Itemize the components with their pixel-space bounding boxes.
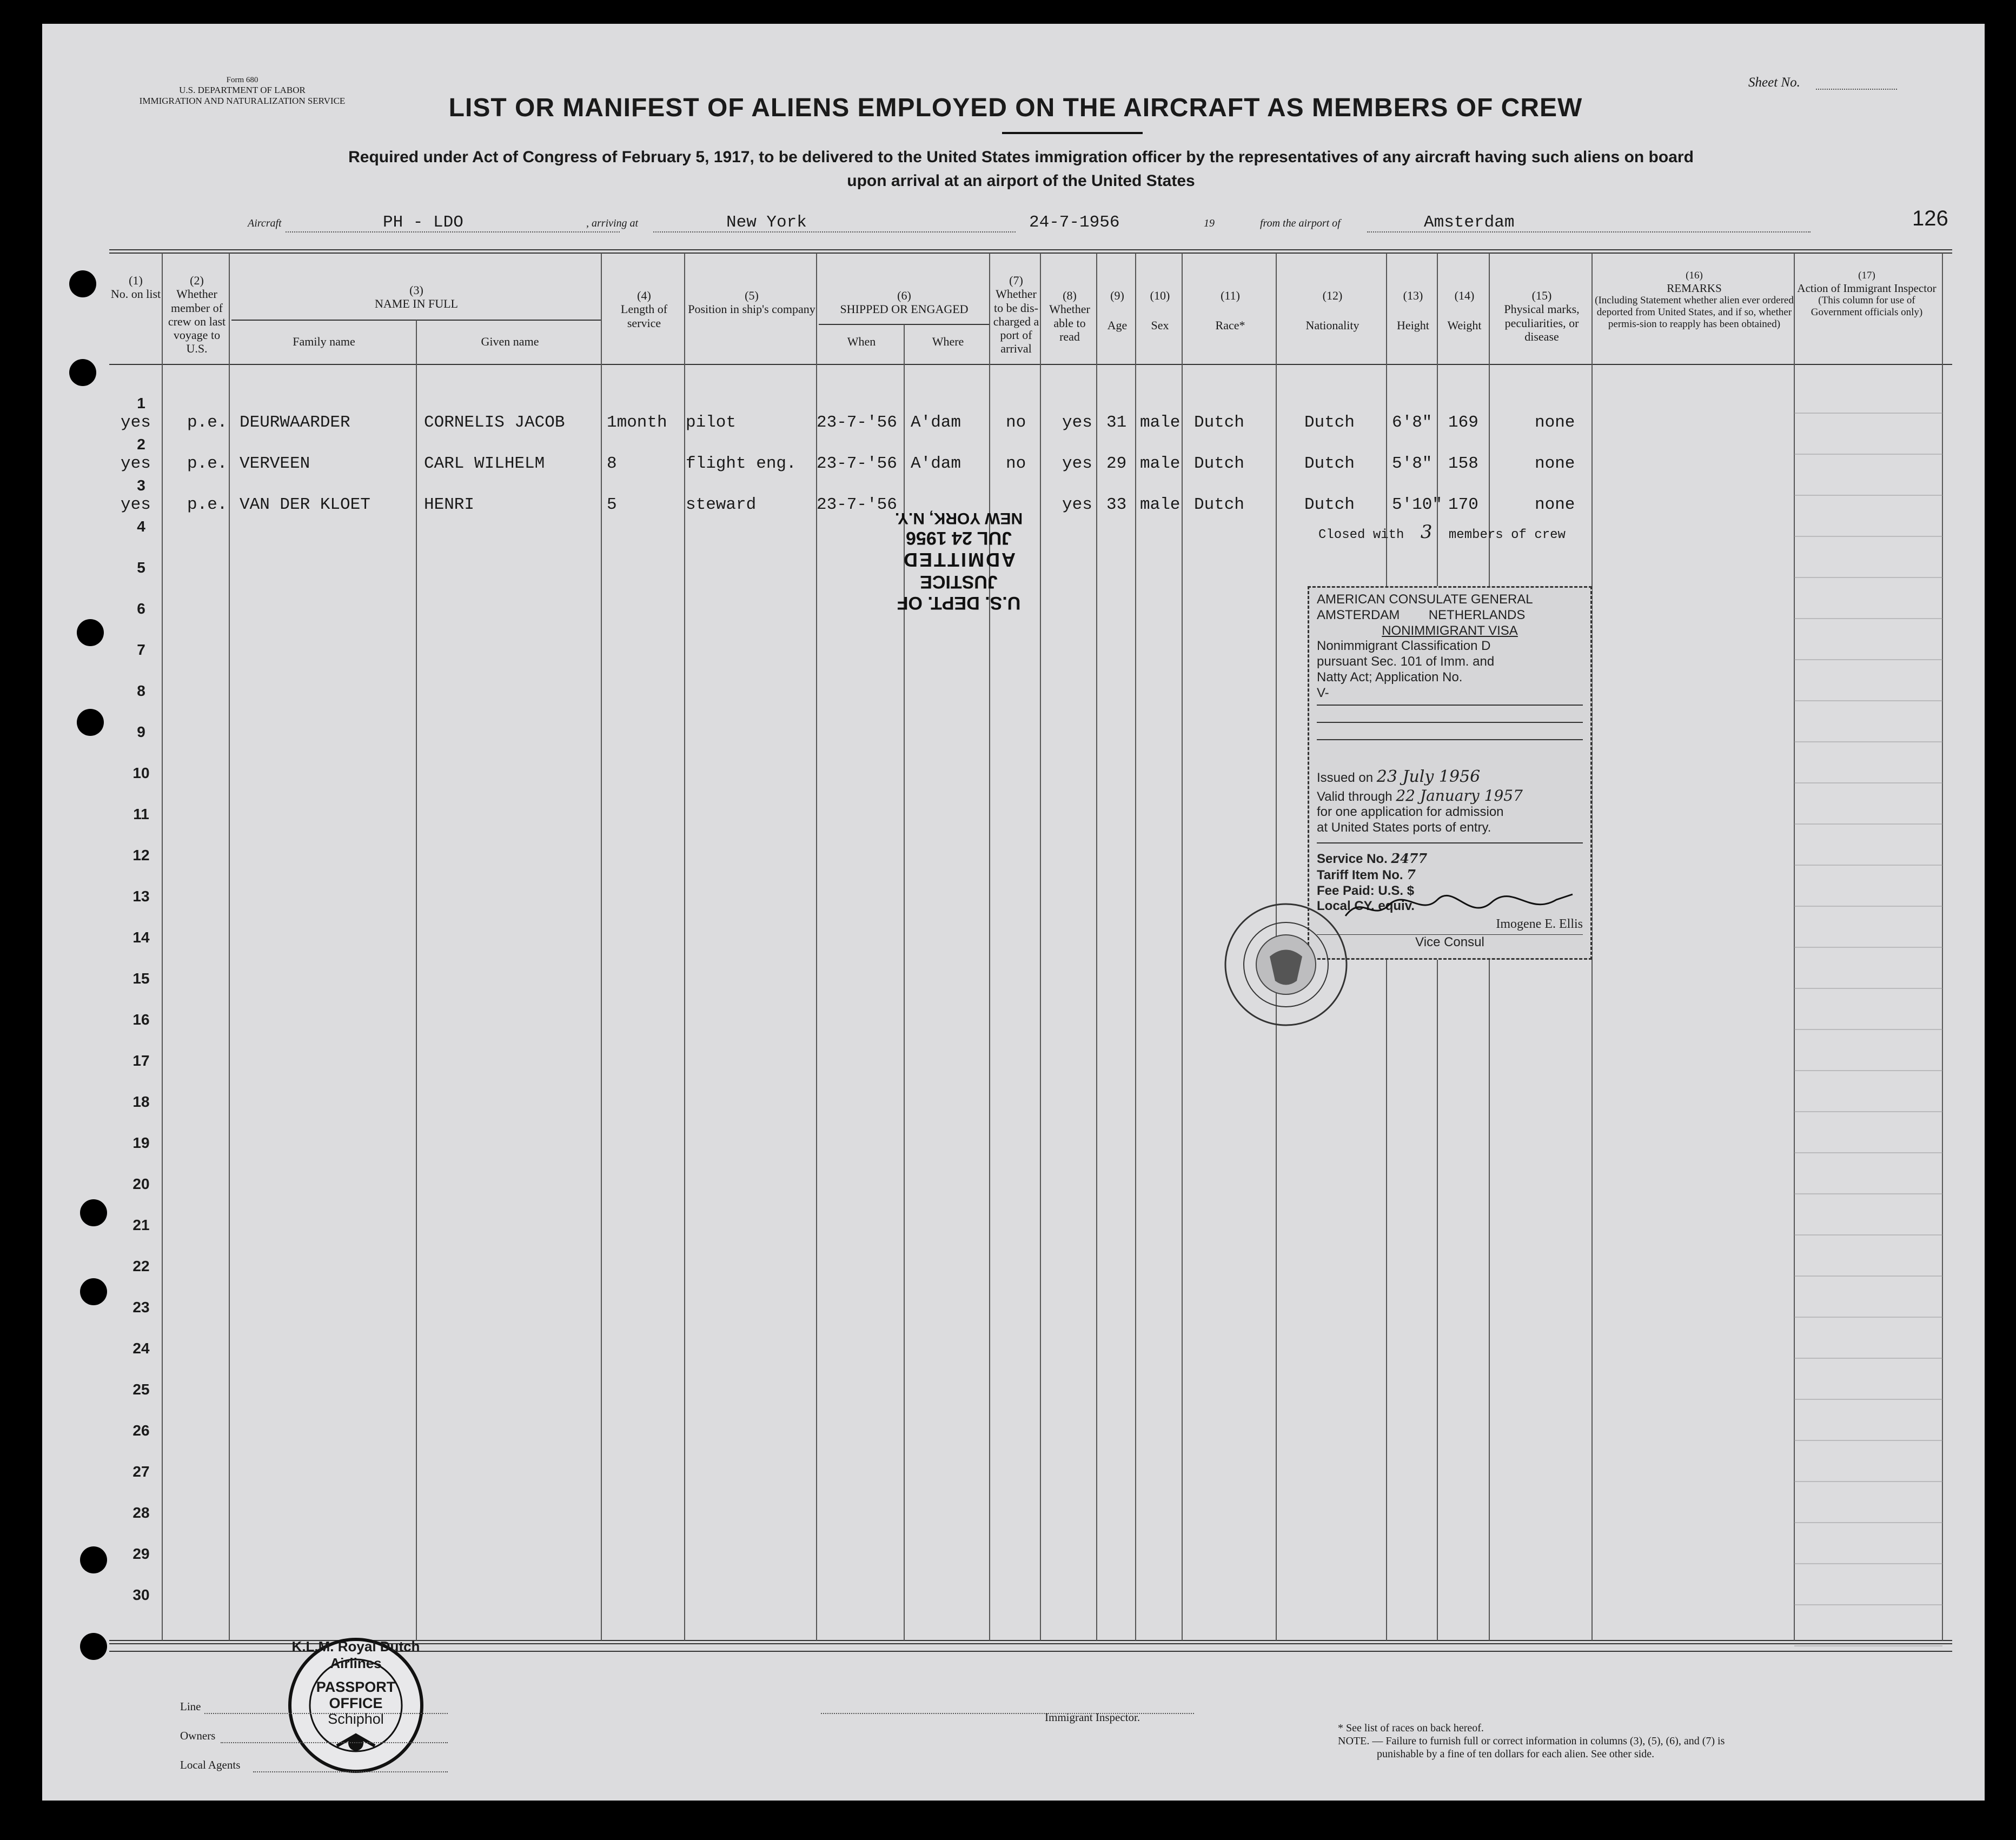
admitted-word: ADMITTED: [902, 549, 1016, 571]
col-num-8: (8): [1063, 289, 1077, 302]
col-num-2: (2): [190, 274, 204, 287]
col-header-nationality: [1278, 289, 1387, 333]
col-num-11: (11): [1221, 289, 1240, 302]
col-label-15: Physical marks, peculiarities, or disease: [1504, 302, 1580, 343]
service-cell: 1month: [607, 413, 667, 432]
row-number: 25: [132, 1381, 150, 1398]
form-number: Form 680: [226, 76, 258, 84]
row-number: 27: [132, 1463, 150, 1480]
row-number: 12: [132, 847, 150, 863]
row-number: 11: [133, 806, 149, 822]
col-header-inspector: [1796, 270, 1937, 318]
visa-line8: for one application for admission: [1317, 805, 1504, 820]
row-number: 9: [137, 723, 145, 740]
footer-note-star: * See list of races on back hereof.: [1338, 1722, 1484, 1734]
punch-hole: [80, 1546, 107, 1573]
visa-tariff-label: Tariff Item No.: [1317, 867, 1403, 882]
visa-service-value: 2477: [1391, 850, 1428, 866]
row-number: 23: [132, 1299, 150, 1316]
punch-hole: [69, 270, 96, 297]
row-number: 22: [132, 1258, 150, 1274]
row-number: 14: [132, 929, 150, 946]
admitted-dept: U.S. DEPT. OF JUSTICE: [897, 572, 1021, 613]
visa-country: NETHERLANDS: [1428, 607, 1526, 622]
visa-fee: Fee Paid: U.S. $: [1317, 883, 1415, 898]
footer-owners-rule: [221, 1742, 448, 1743]
year-label: 19: [1204, 217, 1215, 229]
col-header-name: [231, 283, 601, 311]
admitted-place: NEW YORK, N.Y.: [894, 509, 1023, 527]
weight-cell: 169: [1448, 413, 1478, 432]
col-label-7: Whether to be dis-charged a port of arrival: [993, 287, 1039, 356]
visa-tariff: [1317, 867, 1583, 884]
visa-issued-value: 23 July 1956: [1376, 767, 1481, 786]
row-number: 30: [132, 1586, 150, 1603]
visa-signer-title: Vice Consul: [1317, 934, 1583, 951]
arriving-value: New York: [726, 213, 807, 232]
visa-issued: [1317, 767, 1583, 787]
visa-class: Nonimmigrant Classification D: [1317, 639, 1491, 654]
klm-passport: PASSPORT: [316, 1679, 396, 1695]
family-name-cell: DEURWAARDER: [240, 413, 350, 432]
visa-local: Local CY. equiv.: [1317, 899, 1415, 914]
col-label-5: Position in ship's company: [688, 302, 815, 316]
physical-marks-cell: none: [1535, 495, 1575, 514]
klm-stamp: [286, 1635, 426, 1776]
shipped-where-cell: A'dam: [911, 454, 961, 473]
col-num-9: (9): [1110, 289, 1124, 302]
nationality-cell: Dutch: [1304, 454, 1355, 473]
row-number: 28: [132, 1504, 150, 1521]
sex-cell: male: [1140, 495, 1181, 514]
row-prefix: yes: [121, 495, 151, 514]
age-cell: 31: [1106, 413, 1127, 432]
col-header-when: When: [847, 335, 876, 348]
col-label-9: Age: [1107, 318, 1128, 333]
page-number: 126: [1912, 207, 1948, 230]
visa-valid: [1317, 787, 1583, 805]
visa-city: [1317, 608, 1583, 623]
footer-agents-rule: [253, 1771, 448, 1772]
shipped-where-cell: A'dam: [911, 413, 961, 432]
footer-note: [1338, 1722, 1944, 1761]
row-number: 13: [132, 888, 150, 905]
weight-cell: 170: [1448, 495, 1478, 514]
weight-cell: 158: [1448, 454, 1478, 473]
from-value: Amsterdam: [1424, 213, 1515, 232]
height-cell: 6'8": [1392, 413, 1433, 432]
col-header-remarks: [1594, 270, 1794, 330]
from-label: from the airport of: [1260, 217, 1341, 229]
last-voyage-cell: p.e.: [187, 495, 228, 514]
col-label-11: Race*: [1215, 318, 1245, 333]
col-header-marks: [1491, 289, 1592, 343]
sex-cell: male: [1140, 413, 1181, 432]
nationality-cell: Dutch: [1304, 413, 1355, 432]
visa-type: NONIMMIGRANT VISA: [1382, 623, 1518, 638]
admitted-stamp: [870, 489, 1048, 613]
col-header-weight: [1440, 289, 1489, 333]
klm-stamp-center: [286, 1679, 426, 1728]
col-header-race: [1184, 289, 1276, 333]
klm-office: OFFICE: [329, 1695, 383, 1711]
col-label-10: Sex: [1151, 318, 1169, 333]
visa-v: V-: [1317, 685, 1329, 700]
subtitle-line-1: Required under Act of Congress of February 5, 1917, to be delivered to the United States immigration officer by the representatives of any aircraft having such aliens on board: [348, 148, 1694, 166]
col-num-7: (7): [1009, 274, 1023, 287]
row-number: 6: [137, 600, 145, 617]
discharged-cell: no: [1006, 413, 1026, 432]
given-name-cell: CARL WILHELM: [424, 454, 545, 473]
col-label-3: NAME IN FULL: [375, 297, 458, 311]
col-num-3: (3): [409, 283, 423, 297]
row-number: 1: [137, 395, 145, 411]
visa-valid-value: 22 January 1957: [1396, 786, 1523, 805]
punch-hole: [77, 619, 104, 646]
col-label-2: Whether member of crew on last voyage to U.S.: [168, 287, 226, 356]
discharged-cell: no: [1006, 454, 1026, 473]
col-label-6: SHIPPED OR ENGAGED: [840, 302, 969, 316]
col-header-shipped: [819, 289, 990, 316]
given-name-cell: CORNELIS JACOB: [424, 413, 565, 432]
visa-consulate: AMERICAN CONSULATE GENERAL: [1317, 592, 1533, 607]
row-number: 24: [132, 1340, 150, 1357]
department: U.S. DEPARTMENT OF LABOR: [179, 85, 306, 96]
visa-service-label: Service No.: [1317, 851, 1388, 866]
row-number: 7: [137, 641, 145, 658]
footer-note-2: punishable by a fine of ten dollars for each alien. See other side.: [1377, 1748, 1655, 1760]
col-header-where: Where: [932, 335, 964, 348]
klm-ring-text: K.L.M. Royal Dutch Airlines: [291, 1638, 420, 1671]
service-name: IMMIGRATION AND NATURALIZATION SERVICE: [139, 95, 346, 106]
row-number: 8: [137, 682, 145, 699]
col-header-no: [109, 274, 162, 301]
col-num-6: (6): [897, 289, 911, 302]
closed-note: [1318, 521, 1566, 543]
col-header-service: [604, 289, 685, 330]
col-num-4: (4): [637, 289, 651, 302]
footer-inspector-label: Immigrant Inspector.: [1045, 1711, 1140, 1724]
col-label-4: Length of service: [620, 302, 668, 330]
col-label-17: Action of Immigrant Inspector: [1797, 281, 1937, 295]
aircraft-value: PH - LDO: [383, 213, 463, 232]
manifest-sheet: [42, 24, 1985, 1801]
punch-hole: [80, 1278, 107, 1305]
visa-signer: Imogene E. Ellis: [1496, 917, 1583, 932]
col-num-14: (14): [1454, 289, 1475, 302]
height-cell: 5'10": [1392, 495, 1443, 514]
footer-line-label: Line: [180, 1700, 201, 1713]
col-label-13: Height: [1397, 318, 1429, 333]
col-label-12: Nationality: [1305, 318, 1360, 333]
klm-schiphol: Schiphol: [328, 1711, 384, 1728]
row-prefix: yes: [121, 413, 151, 432]
col-label-8: Whether able to read: [1049, 302, 1090, 343]
admitted-date: JUL 24 1956: [906, 528, 1012, 548]
family-name-cell: VERVEEN: [240, 454, 310, 473]
col-header-read: [1043, 289, 1097, 343]
visa-city-name: AMSTERDAM: [1317, 607, 1400, 622]
given-name-cell: HENRI: [424, 495, 475, 514]
row-number: 21: [132, 1217, 150, 1233]
visa-line9: at United States ports of entry.: [1317, 820, 1491, 835]
closed-prefix: Closed with: [1318, 528, 1404, 542]
closed-count: 3: [1420, 521, 1433, 543]
family-name-cell: VAN DER KLOET: [240, 495, 370, 514]
able-to-read-cell: yes: [1062, 413, 1092, 432]
visa-act: Natty Act; Application No.: [1317, 669, 1463, 685]
arriving-label: , arriving at: [586, 217, 639, 229]
position-cell: flight eng.: [686, 454, 797, 473]
race-cell: Dutch: [1194, 495, 1245, 514]
height-cell: 5'8": [1392, 454, 1433, 473]
row-prefix: yes: [121, 454, 151, 473]
punch-hole: [80, 1199, 107, 1226]
last-voyage-cell: p.e.: [187, 454, 228, 473]
nationality-cell: Dutch: [1304, 495, 1355, 514]
row-number: 10: [132, 765, 150, 781]
shipped-when-cell: 23-7-'56: [817, 413, 897, 432]
aircraft-label: Aircraft: [248, 217, 282, 229]
col-header-sex: [1138, 289, 1182, 333]
able-to-read-cell: yes: [1062, 495, 1092, 514]
shipped-when-cell: 23-7-'56: [817, 454, 897, 473]
col-num-13: (13): [1403, 289, 1423, 302]
col-label-1: No. on list: [110, 287, 161, 301]
row-number: 4: [137, 518, 145, 535]
row-number: 26: [132, 1422, 150, 1439]
service-cell: 5: [607, 495, 617, 514]
row-number: 16: [132, 1011, 150, 1028]
sheet-no-label: Sheet No.: [1748, 75, 1800, 90]
remarks-note: (Including Statement whether alien ever ordered deported from United States, and if so, whether permis-sion to reapply has been obtained): [1595, 294, 1794, 330]
visa-pursuant: pursuant Sec. 101 of Imm. and: [1317, 654, 1495, 669]
race-cell: Dutch: [1194, 454, 1245, 473]
row-number: 29: [132, 1545, 150, 1562]
inspector-note: (This column for use of Government officials only): [1811, 294, 1923, 318]
col-header-family: Family name: [293, 335, 355, 348]
position-cell: pilot: [686, 413, 737, 432]
col-num-15: (15): [1531, 289, 1552, 302]
position-cell: steward: [686, 495, 757, 514]
age-cell: 29: [1106, 454, 1127, 473]
subtitle-line-2: upon arrival at an airport of the United States: [847, 171, 1195, 190]
row-number: 3: [137, 477, 145, 494]
footer-agents-label: Local Agents: [180, 1758, 241, 1771]
col-num-10: (10): [1150, 289, 1170, 302]
col-header-discharged: [992, 274, 1040, 356]
visa-issued-label: Issued on: [1317, 770, 1374, 785]
shipped-when-cell: 23-7-'56: [817, 495, 897, 514]
physical-marks-cell: none: [1535, 454, 1575, 473]
row-number: 18: [132, 1093, 150, 1110]
race-cell: Dutch: [1194, 413, 1245, 432]
col-header-last-voyage: [164, 274, 229, 356]
col-num-5: (5): [745, 289, 759, 302]
consulate-seal: [1221, 900, 1351, 1029]
row-number: 2: [137, 436, 145, 453]
punch-hole: [69, 359, 96, 386]
col-num-1: (1): [129, 274, 143, 287]
col-header-given: Given name: [481, 335, 539, 348]
arrival-date: 24-7-1956: [1029, 213, 1120, 232]
sex-cell: male: [1140, 454, 1181, 473]
physical-marks-cell: none: [1535, 413, 1575, 432]
col-num-16: (16): [1686, 270, 1703, 281]
row-number: 19: [132, 1134, 150, 1151]
page-title: LIST OR MANIFEST OF ALIENS EMPLOYED ON THE AIRCRAFT AS MEMBERS OF CREW: [448, 94, 1583, 122]
row-number: 17: [132, 1052, 150, 1069]
visa-valid-label: Valid through: [1317, 789, 1392, 804]
age-cell: 33: [1106, 495, 1127, 514]
col-num-17: (17): [1858, 270, 1875, 281]
col-label-16: REMARKS: [1667, 281, 1722, 295]
row-number: 20: [132, 1175, 150, 1192]
footer-note-1: NOTE. — Failure to furnish full or correct information in columns (3), (5), (6), and (7) is: [1338, 1735, 1725, 1747]
col-header-position: [687, 289, 817, 316]
footer-owners-label: Owners: [180, 1729, 216, 1742]
col-header-age: [1099, 289, 1136, 333]
punch-hole: [77, 709, 104, 736]
col-label-14: Weight: [1447, 318, 1482, 333]
service-cell: 8: [607, 454, 617, 473]
visa-tariff-value: 7: [1407, 866, 1416, 882]
row-number: 5: [137, 559, 145, 576]
signature: [1340, 884, 1583, 932]
closed-suffix: members of crew: [1448, 528, 1566, 542]
last-voyage-cell: p.e.: [187, 413, 228, 432]
col-header-height: [1389, 289, 1437, 333]
footer-line-rule: [204, 1713, 448, 1714]
visa-service: [1317, 851, 1583, 867]
punch-hole: [80, 1633, 107, 1660]
col-num-12: (12): [1322, 289, 1343, 302]
able-to-read-cell: yes: [1062, 454, 1092, 473]
row-number: 15: [132, 970, 150, 987]
